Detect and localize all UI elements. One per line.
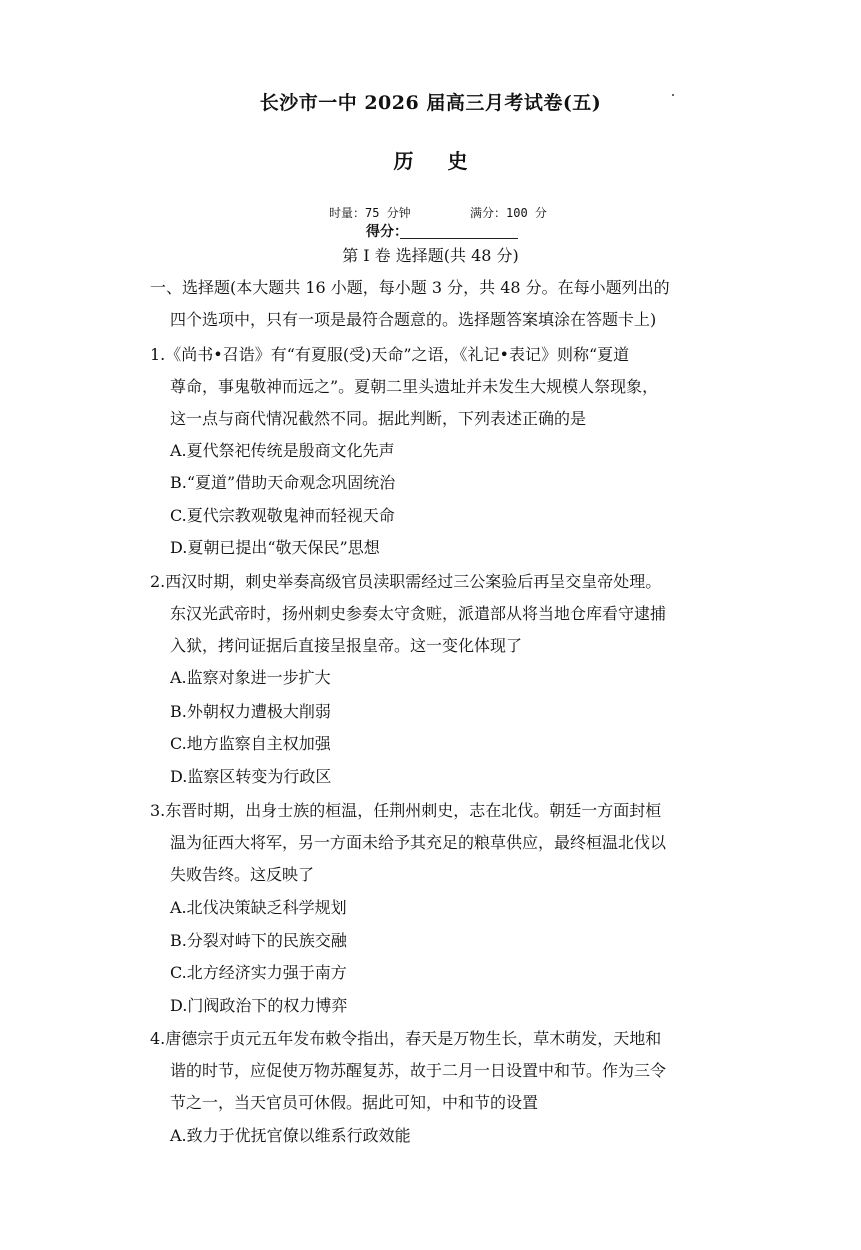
question-4-text: 4.唐德宗于贞元五年发布敕令指出，春天是万物生长，草木萌发，天地和 xyxy=(150,1029,662,1048)
time-limit: 时量：75 分钟 xyxy=(329,206,411,220)
question-1-option-d[interactable]: D.夏朝已提出“敬天保民”思想 xyxy=(170,538,380,557)
question-1-text: 这一点与商代情况截然不同。据此判断，下列表述正确的是 xyxy=(170,409,587,428)
question-3-text: 温为征西大将军，另一方面未给予其充足的粮草供应，最终桓温北伐以 xyxy=(170,833,667,852)
part-title: 第 Ⅰ 卷 选择题(共 48 分) xyxy=(342,246,519,265)
section-heading: 一、选择题(本大题共 16 小题，每小题 3 分，共 48 分。在每小题列出的 xyxy=(150,278,670,297)
question-2-text: 东汉光武帝时，扬州刺史参奏太守贪赃，派遣部从将当地仓库看守逮捕 xyxy=(170,604,667,623)
question-2-option-b[interactable]: B.外朝权力遭极大削弱 xyxy=(170,702,331,721)
question-1-option-b[interactable]: B.“夏道”借助天命观念巩固统治 xyxy=(170,473,396,492)
question-2-text: 2.西汉时期，刺史举奏高级官员渎职需经过三公案验后再呈交皇帝处理。 xyxy=(150,572,662,591)
question-3-option-a[interactable]: A.北伐决策缺乏科学规划 xyxy=(170,898,347,917)
section-heading-cont: 四个选项中，只有一项是最符合题意的。选择题答案填涂在答题卡上) xyxy=(170,310,657,329)
question-3-option-c[interactable]: C.北方经济实力强于南方 xyxy=(170,963,347,982)
scan-dot xyxy=(672,94,674,96)
question-3-text: 3.东晋时期，出身士族的桓温，任荆州刺史，志在北伐。朝廷一方面封桓 xyxy=(150,801,662,820)
full-score: 满分：100 分 xyxy=(470,206,547,220)
question-1-text: 1.《尚书•召诰》有“有夏服(受)天命”之语，《礼记•表记》则称“夏道 xyxy=(150,345,630,364)
question-1-text: 尊命，事鬼敬神而远之”。夏朝二里头遗址并未发生大规模人祭现象， xyxy=(170,377,659,396)
question-1-option-a[interactable]: A.夏代祭祀传统是殷商文化先声 xyxy=(170,441,395,460)
question-4-text: 谐的时节，应促使万物苏醒复苏，故于二月一日设置中和节。作为三令 xyxy=(170,1061,667,1080)
question-4-text: 节之一，当天官员可休假。据此可知，中和节的设置 xyxy=(170,1093,539,1112)
question-2-option-d[interactable]: D.监察区转变为行政区 xyxy=(170,767,332,786)
question-2-text: 入狱，拷问证据后直接呈报皇帝。这一变化体现了 xyxy=(170,636,523,655)
exam-title: 长沙市一中 2026 届高三月考试卷(五) xyxy=(259,92,602,114)
question-3-text: 失败告终。这反映了 xyxy=(170,865,315,884)
question-3-option-b[interactable]: B.分裂对峙下的民族交融 xyxy=(170,931,347,950)
question-4-option-a[interactable]: A.致力于优抚官僚以维系行政效能 xyxy=(170,1126,411,1145)
score-blank[interactable] xyxy=(400,238,518,239)
question-1-option-c[interactable]: C.夏代宗教观敬鬼神而轻视天命 xyxy=(170,506,395,525)
question-3-option-d[interactable]: D.门阀政治下的权力博弈 xyxy=(170,996,348,1015)
question-2-option-c[interactable]: C.地方监察自主权加强 xyxy=(170,734,331,753)
subject-title: 历史 xyxy=(393,149,502,173)
question-2-option-a[interactable]: A.监察对象进一步扩大 xyxy=(170,668,331,687)
score-label: 得分： xyxy=(366,224,408,240)
